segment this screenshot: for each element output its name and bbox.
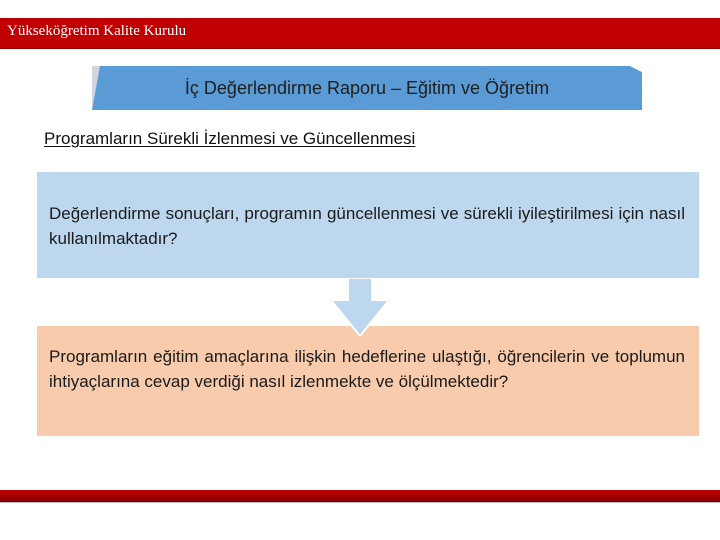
org-name: Yükseköğretim Kalite Kurulu <box>7 23 187 39</box>
question-text: Değerlendirme sonuçları, programın güncellenmesi ve sürekli iyileştirilmesi için nasıl kullanılmaktadır? <box>49 204 685 248</box>
slide-title: İç Değerlendirme Raporu – Eğitim ve Öğretim <box>184 77 550 98</box>
header-bar <box>0 18 720 49</box>
arrow-down-icon <box>331 278 389 336</box>
answer-text: Programların eğitim amaçlarına ilişkin hedeflerine ulaştığı, öğrencilerin ve toplumun ihtiyaçlarına cevap verdiği nasıl izlenmekte ve ölçülmektedir? <box>49 347 685 391</box>
footer-bar-shadow <box>0 502 720 503</box>
footer-bar <box>0 490 720 502</box>
section-heading: Programların Sürekli İzlenmesi ve Güncellenmesi <box>44 129 416 148</box>
